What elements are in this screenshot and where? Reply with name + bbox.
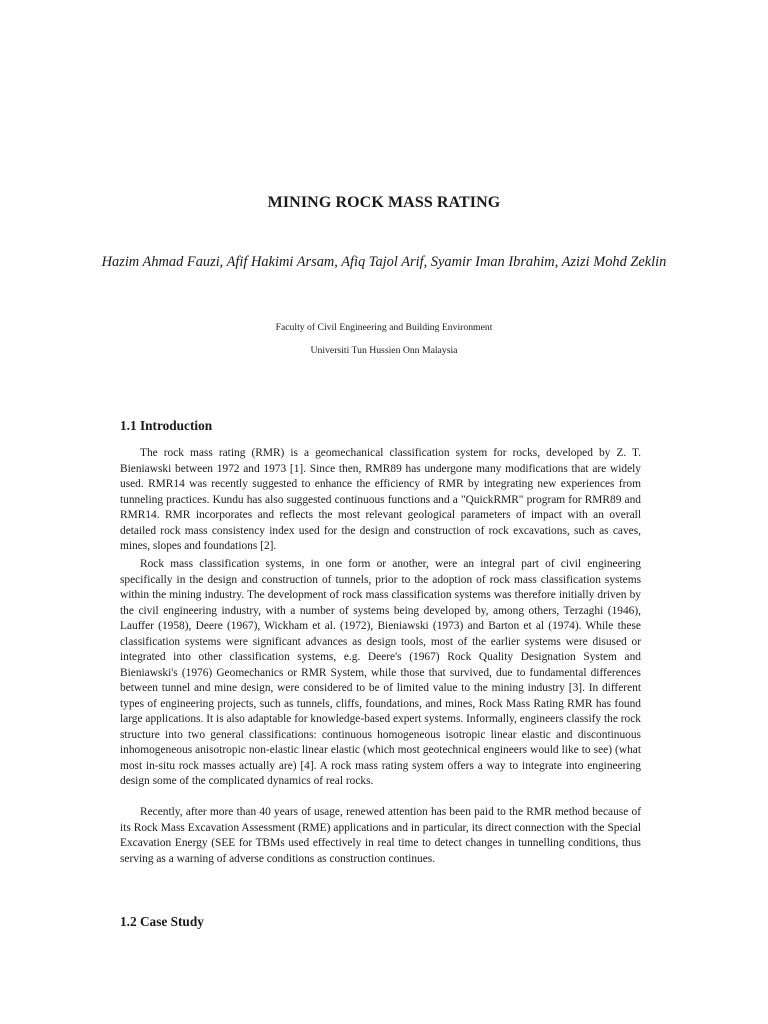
- paper-title: MINING ROCK MASS RATING: [267, 194, 501, 211]
- section-heading-case-study: 1.2 Case Study: [120, 914, 204, 929]
- author-list: Hazim Ahmad Fauzi, Afif Hakimi Arsam, Afiq Tajol Arif, Syamir Iman Ibrahim, Azizi Mohd Zeklin: [101, 254, 667, 270]
- section-heading-introduction: 1.1 Introduction: [120, 418, 213, 433]
- body-paragraph: Recently, after more than 40 years of usage, renewed attention has been paid to the RMR method because of its Rock Mass Excavation Assessment (RME) applications and in particular, its direct connection with the Special Excavation Energy (SEE for TBMs used effectively in real time to detect changes in tunnelling conditions, thus serving as a warning of adverse conditions as construction continues.: [120, 806, 641, 865]
- affiliation-university: Universiti Tun Hussien Onn Malaysia: [310, 345, 458, 356]
- affiliation-faculty: Faculty of Civil Engineering and Building Environment: [275, 322, 493, 333]
- body-paragraph: The rock mass rating (RMR) is a geomechanical classification system for rocks, developed by Z. T. Bieniawski between 1972 and 1973 [1]. Since then, RMR89 has undergone many modifications that are widely used. RMR14 was recently suggested to enhance the efficiency of RMR by integrating new experiences from tunneling practices. Kundu has also suggested continuous functions and a "QuickRMR" program for RMR89 and RMR14. RMR incorporates and reflects the most relevant geological parameters of impact with an overall detailed rock mass consistency index used for the design and construction of rock excavations, such as caves, mines, slopes and foundations [2].: [120, 447, 641, 552]
- body-paragraph: Rock mass classification systems, in one form or another, were an integral part of civil engineering specifically in the design and construction of tunnels, prior to the adoption of rock mass classification systems within the mining industry. The development of rock mass classification systems was therefore initially driven by the civil engineering industry, with a number of systems being developed by, among others, Terzaghi (1946), Lauffer (1958), Deere (1967), Wickham et al. (1972), Bieniawski (1973) and Barton et al (1974). While these classification systems were significant advances as design tools, most of the earlier systems were disused or integrated into other classification systems, e.g. Deere's (1967) Rock Quality Designation System and Bieniawski's (1976) Geomechanics or RMR System, while those that survived, due to fundamental differences between tunnel and mine design, were considered to be of limited value to the mining industry [3]. In different types of engineering projects, such as tunnels, cliffs, foundations, and mines, Rock Mass Rating RMR has found large applications. It is also adaptable for knowledge-based expert systems. Informally, engineers classify the rock structure into two general classifications: continuous homogeneous isotropic linear elastic and discontinuous inhomogeneous anisotropic non-elastic linear elastic (which most geotechnical engineers would like to see) (what most in-situ rock masses actually are) [4]. A rock mass rating system offers a way to integrate into engineering design some of the complicated dynamics of real rocks.: [120, 558, 641, 787]
